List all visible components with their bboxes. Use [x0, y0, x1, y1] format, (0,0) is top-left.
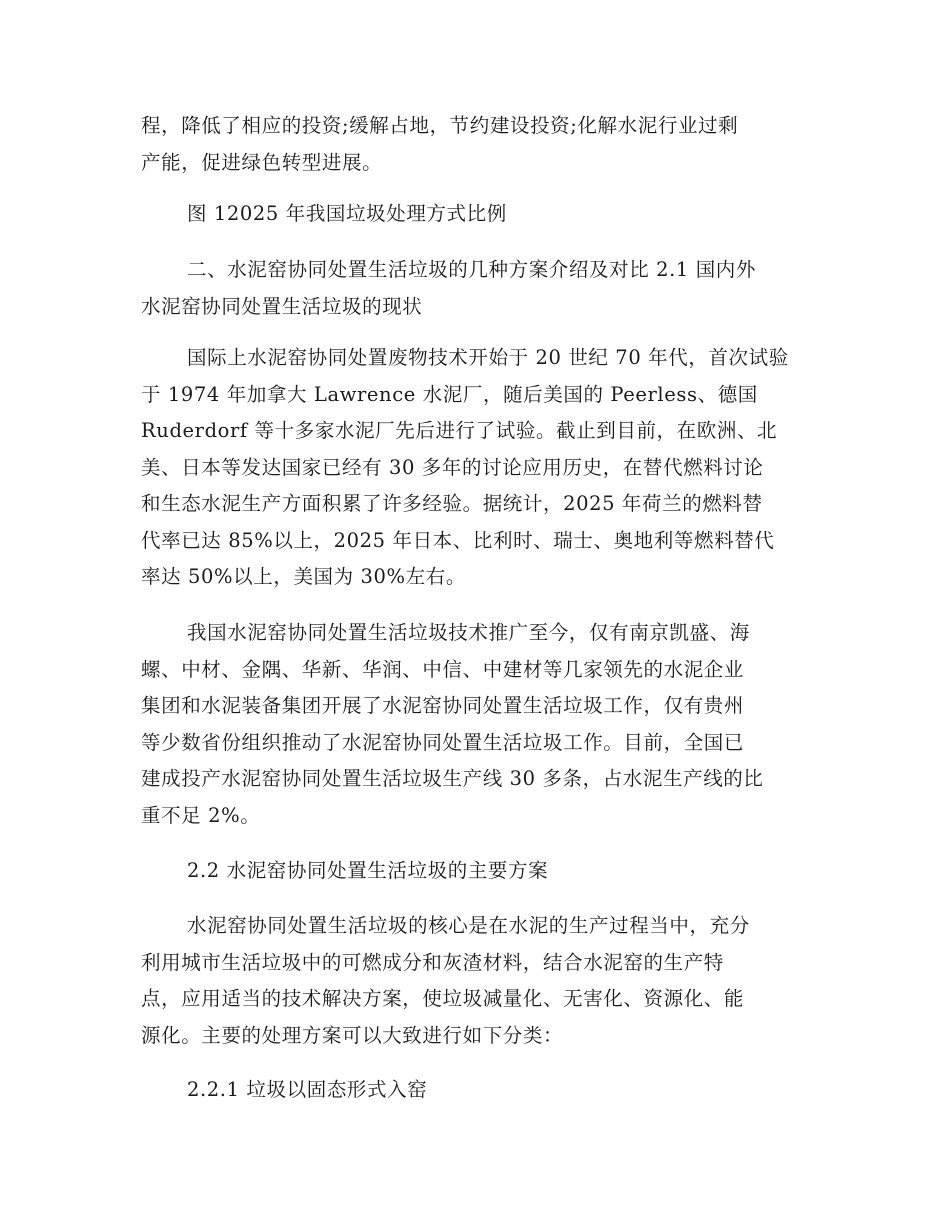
text-line: 水泥窑协同处置生活垃圾的核心是在水泥的生产过程当中，充分	[187, 914, 750, 937]
section-heading	[141, 252, 816, 325]
text-line: 源化。主要的处理方案可以大致进行如下分类：	[141, 1023, 564, 1047]
subsection-heading	[141, 853, 816, 890]
text-line: 建成投产水泥窑协同处置生活垃圾生产线 30 多条，占水泥生产线的比	[141, 767, 764, 790]
text-line: 等少数省份组织推动了水泥窑协同处置生活垃圾工作。目前，全国已	[141, 730, 745, 754]
paragraph-continuation	[141, 108, 816, 181]
text-line: 图 12025 年我国垃圾处理方式比例	[187, 202, 507, 225]
subsubsection-heading	[141, 1072, 816, 1109]
text-line: 水泥窑协同处置生活垃圾的现状	[141, 294, 423, 318]
text-line: 国际上水泥窑协同处置废物技术开始于 20 世纪 70 年代，首次试验	[187, 346, 789, 369]
text-line: 和生态水泥生产方面积累了许多经验。据统计，2025 年荷兰的燃料替	[141, 492, 763, 515]
figure-caption	[141, 196, 816, 233]
text-line: 集团和水泥装备集团开展了水泥窑协同处置生活垃圾工作，仅有贵州	[141, 694, 745, 717]
paragraph-international	[141, 340, 816, 596]
text-line: Ruderdorf 等十多家水泥厂先后进行了试验。截止到目前，在欧洲、北	[141, 419, 778, 442]
text-line: 美、日本等发达国家已经有 30 多年的讨论应用历史，在替代燃料讨论	[141, 455, 764, 479]
text-line: 二、水泥窑协同处置生活垃圾的几种方案介绍及对比 2.1 国内外	[187, 258, 757, 281]
text-line: 程，降低了相应的投资;缓解占地，节约建设投资;化解水泥行业过剩	[141, 114, 739, 137]
text-line: 我国水泥窑协同处置生活垃圾技术推广至今，仅有南京凯盛、海	[187, 621, 750, 644]
text-line: 2.2.1 垃圾以固态形式入窑	[187, 1078, 428, 1101]
text-line: 代率已达 85%以上，2025 年日本、比利时、瑞士、奥地利等燃料替代	[141, 528, 775, 552]
paragraph-domestic	[141, 615, 816, 834]
paragraph-core	[141, 908, 816, 1054]
text-line: 重不足 2%。	[141, 803, 261, 827]
text-line: 2.2 水泥窑协同处置生活垃圾的主要方案	[187, 859, 549, 882]
text-line: 产能，促进绿色转型进展。	[141, 150, 383, 174]
text-line: 点，应用适当的技术解决方案，使垃圾减量化、无害化、资源化、能	[141, 987, 745, 1010]
text-line: 于 1974 年加拿大 Lawrence 水泥厂，随后美国的 Peerless、德国	[141, 382, 758, 406]
text-line: 螺、中材、金隅、华新、华润、中信、中建材等几家领先的水泥企业	[141, 657, 745, 681]
text-line: 率达 50%以上，美国为 30%左右。	[141, 565, 466, 588]
text-line: 利用城市生活垃圾中的可燃成分和灰渣材料，结合水泥窑的生产特	[141, 950, 724, 974]
